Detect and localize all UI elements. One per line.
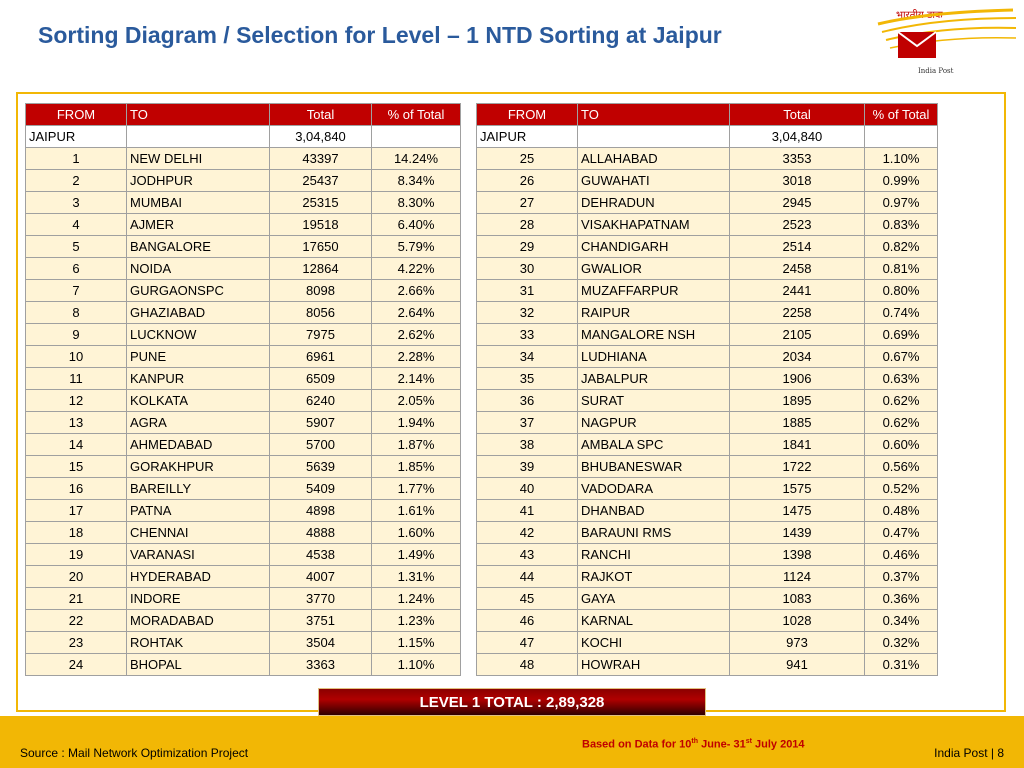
table-row — [26, 280, 461, 302]
cell-from: 3 — [26, 192, 127, 214]
cell-from: 33 — [477, 324, 578, 346]
cell-total: 5409 — [270, 478, 372, 500]
cell-from: 39 — [477, 456, 578, 478]
header-from: FROM — [477, 104, 578, 126]
cell-percent: 0.37% — [865, 566, 938, 588]
cell-percent: 0.80% — [865, 280, 938, 302]
cell-total: 2523 — [730, 214, 865, 236]
cell-total: 1841 — [730, 434, 865, 456]
cell-percent: 0.46% — [865, 544, 938, 566]
cell-to: GAYA — [578, 588, 730, 610]
cell-percent: 2.62% — [372, 324, 461, 346]
cell-total: 1906 — [730, 368, 865, 390]
cell-total: 2441 — [730, 280, 865, 302]
table-row — [26, 588, 461, 610]
cell-total: 5907 — [270, 412, 372, 434]
cell-total: 2458 — [730, 258, 865, 280]
cell-total: 19518 — [270, 214, 372, 236]
header-from: FROM — [26, 104, 127, 126]
cell-to: MORADABAD — [127, 610, 270, 632]
origin-row — [477, 126, 938, 148]
table-row — [477, 566, 938, 588]
origin-total: 3,04,840 — [730, 126, 865, 148]
cell-total: 2105 — [730, 324, 865, 346]
header-to: TO — [127, 104, 270, 126]
cell-to: PUNE — [127, 346, 270, 368]
cell-from: 1 — [26, 148, 127, 170]
cell-total: 4898 — [270, 500, 372, 522]
india-post-logo — [868, 2, 1018, 78]
cell-percent: 0.47% — [865, 522, 938, 544]
table-row — [477, 170, 938, 192]
cell-total: 1439 — [730, 522, 865, 544]
cell-from: 26 — [477, 170, 578, 192]
table-row — [477, 236, 938, 258]
cell-total: 1722 — [730, 456, 865, 478]
routing-table-right — [476, 103, 938, 676]
origin-row — [26, 126, 461, 148]
cell-from: 42 — [477, 522, 578, 544]
table-row — [477, 258, 938, 280]
cell-from: 8 — [26, 302, 127, 324]
cell-percent: 0.74% — [865, 302, 938, 324]
table-row — [26, 412, 461, 434]
table-row — [477, 346, 938, 368]
based-sup-st: st — [745, 738, 752, 745]
cell-total: 1895 — [730, 390, 865, 412]
table-row — [26, 544, 461, 566]
cell-from: 25 — [477, 148, 578, 170]
cell-percent: 0.83% — [865, 214, 938, 236]
cell-percent: 14.24% — [372, 148, 461, 170]
cell-to: BANGALORE — [127, 236, 270, 258]
table-row — [26, 192, 461, 214]
cell-to: MUMBAI — [127, 192, 270, 214]
cell-percent: 1.23% — [372, 610, 461, 632]
cell-from: 35 — [477, 368, 578, 390]
cell-total: 2258 — [730, 302, 865, 324]
cell-from: 15 — [26, 456, 127, 478]
cell-total: 25315 — [270, 192, 372, 214]
table-row — [477, 192, 938, 214]
cell-percent: 2.05% — [372, 390, 461, 412]
cell-percent: 2.66% — [372, 280, 461, 302]
cell-to: DEHRADUN — [578, 192, 730, 214]
cell-from: 44 — [477, 566, 578, 588]
cell-to: ROHTAK — [127, 632, 270, 654]
origin-percent-empty — [372, 126, 461, 148]
cell-percent: 0.81% — [865, 258, 938, 280]
table-row — [477, 632, 938, 654]
cell-to: CHANDIGARH — [578, 236, 730, 258]
origin-percent-empty — [865, 126, 938, 148]
cell-total: 3751 — [270, 610, 372, 632]
table-row — [477, 280, 938, 302]
routing-table-left — [25, 103, 461, 676]
table-row — [477, 654, 938, 676]
cell-from: 31 — [477, 280, 578, 302]
cell-total: 3504 — [270, 632, 372, 654]
cell-to: NEW DELHI — [127, 148, 270, 170]
cell-total: 2945 — [730, 192, 865, 214]
cell-to: BHOPAL — [127, 654, 270, 676]
cell-from: 13 — [26, 412, 127, 434]
cell-from: 6 — [26, 258, 127, 280]
cell-from: 7 — [26, 280, 127, 302]
cell-total: 1885 — [730, 412, 865, 434]
cell-to: JODHPUR — [127, 170, 270, 192]
origin-from: JAIPUR — [26, 126, 127, 148]
table-row — [26, 632, 461, 654]
cell-percent: 1.10% — [865, 148, 938, 170]
cell-from: 19 — [26, 544, 127, 566]
cell-percent: 5.79% — [372, 236, 461, 258]
cell-from: 29 — [477, 236, 578, 258]
cell-to: INDORE — [127, 588, 270, 610]
cell-to: GORAKHPUR — [127, 456, 270, 478]
cell-to: HOWRAH — [578, 654, 730, 676]
cell-from: 23 — [26, 632, 127, 654]
data-period-note — [582, 738, 805, 751]
cell-percent: 1.60% — [372, 522, 461, 544]
cell-total: 5639 — [270, 456, 372, 478]
table-row — [26, 324, 461, 346]
cell-percent: 0.31% — [865, 654, 938, 676]
cell-total: 973 — [730, 632, 865, 654]
cell-from: 24 — [26, 654, 127, 676]
based-prefix: Based on Data for 10 — [582, 738, 692, 751]
cell-from: 37 — [477, 412, 578, 434]
cell-to: KOLKATA — [127, 390, 270, 412]
cell-percent: 0.82% — [865, 236, 938, 258]
cell-percent: 1.31% — [372, 566, 461, 588]
cell-total: 2034 — [730, 346, 865, 368]
cell-total: 1028 — [730, 610, 865, 632]
header-percent: % of Total — [372, 104, 461, 126]
cell-to: AJMER — [127, 214, 270, 236]
header-to: TO — [578, 104, 730, 126]
table-row — [477, 610, 938, 632]
cell-total: 7975 — [270, 324, 372, 346]
table-header-row — [477, 104, 938, 126]
cell-to: BAREILLY — [127, 478, 270, 500]
table-row — [26, 346, 461, 368]
cell-total: 5700 — [270, 434, 372, 456]
table-row — [477, 500, 938, 522]
cell-percent: 2.28% — [372, 346, 461, 368]
table-row — [26, 368, 461, 390]
cell-from: 20 — [26, 566, 127, 588]
cell-total: 12864 — [270, 258, 372, 280]
table-row — [26, 654, 461, 676]
table-row — [477, 302, 938, 324]
based-mid: June- 31 — [698, 738, 746, 751]
table-row — [477, 390, 938, 412]
table-row — [26, 214, 461, 236]
table-row — [26, 610, 461, 632]
cell-percent: 0.69% — [865, 324, 938, 346]
based-suffix: July 2014 — [751, 738, 805, 751]
cell-percent: 0.67% — [865, 346, 938, 368]
cell-total: 1124 — [730, 566, 865, 588]
cell-to: HYDERABAD — [127, 566, 270, 588]
cell-total: 43397 — [270, 148, 372, 170]
cell-to: JABALPUR — [578, 368, 730, 390]
cell-from: 9 — [26, 324, 127, 346]
cell-to: RAJKOT — [578, 566, 730, 588]
table-row — [477, 478, 938, 500]
cell-to: PATNA — [127, 500, 270, 522]
cell-total: 4888 — [270, 522, 372, 544]
header-percent: % of Total — [865, 104, 938, 126]
cell-to: LUCKNOW — [127, 324, 270, 346]
cell-percent: 0.62% — [865, 390, 938, 412]
table-row — [477, 368, 938, 390]
cell-from: 32 — [477, 302, 578, 324]
cell-to: NAGPUR — [578, 412, 730, 434]
cell-percent: 0.52% — [865, 478, 938, 500]
page-number: India Post | 8 — [934, 746, 1004, 760]
cell-from: 21 — [26, 588, 127, 610]
cell-percent: 0.36% — [865, 588, 938, 610]
origin-to-empty — [578, 126, 730, 148]
cell-percent: 0.97% — [865, 192, 938, 214]
cell-percent: 1.15% — [372, 632, 461, 654]
cell-from: 45 — [477, 588, 578, 610]
cell-total: 6240 — [270, 390, 372, 412]
cell-total: 4538 — [270, 544, 372, 566]
cell-from: 48 — [477, 654, 578, 676]
cell-to: GHAZIABAD — [127, 302, 270, 324]
cell-to: LUDHIANA — [578, 346, 730, 368]
cell-from: 27 — [477, 192, 578, 214]
cell-total: 25437 — [270, 170, 372, 192]
cell-percent: 0.48% — [865, 500, 938, 522]
cell-to: ALLAHABAD — [578, 148, 730, 170]
cell-to: VADODARA — [578, 478, 730, 500]
cell-total: 1575 — [730, 478, 865, 500]
table-row — [477, 412, 938, 434]
cell-to: BHUBANESWAR — [578, 456, 730, 478]
cell-to: SURAT — [578, 390, 730, 412]
table-row — [26, 236, 461, 258]
cell-total: 1475 — [730, 500, 865, 522]
cell-from: 41 — [477, 500, 578, 522]
cell-from: 4 — [26, 214, 127, 236]
table-row — [26, 390, 461, 412]
table-row — [26, 434, 461, 456]
table-row — [26, 500, 461, 522]
cell-percent: 0.60% — [865, 434, 938, 456]
cell-to: RANCHI — [578, 544, 730, 566]
cell-from: 18 — [26, 522, 127, 544]
cell-to: KANPUR — [127, 368, 270, 390]
cell-total: 6509 — [270, 368, 372, 390]
table-row — [26, 566, 461, 588]
cell-percent: 1.94% — [372, 412, 461, 434]
table-row — [477, 588, 938, 610]
cell-total: 1083 — [730, 588, 865, 610]
cell-to: CHENNAI — [127, 522, 270, 544]
origin-total: 3,04,840 — [270, 126, 372, 148]
cell-to: VARANASI — [127, 544, 270, 566]
based-sup-th: th — [691, 738, 699, 745]
table-row — [26, 478, 461, 500]
header-total: Total — [730, 104, 865, 126]
cell-from: 36 — [477, 390, 578, 412]
cell-to: KOCHI — [578, 632, 730, 654]
cell-total: 3018 — [730, 170, 865, 192]
table-row — [26, 522, 461, 544]
table-row — [477, 324, 938, 346]
table-row — [477, 522, 938, 544]
cell-from: 38 — [477, 434, 578, 456]
cell-from: 10 — [26, 346, 127, 368]
cell-percent: 8.30% — [372, 192, 461, 214]
level-total-banner: LEVEL 1 TOTAL : 2,89,328 — [318, 688, 706, 716]
cell-percent: 2.14% — [372, 368, 461, 390]
cell-to: AGRA — [127, 412, 270, 434]
cell-percent: 0.62% — [865, 412, 938, 434]
cell-percent: 0.34% — [865, 610, 938, 632]
cell-percent: 0.32% — [865, 632, 938, 654]
source-text: Source : Mail Network Optimization Project — [20, 746, 249, 760]
cell-total: 2514 — [730, 236, 865, 258]
cell-from: 22 — [26, 610, 127, 632]
cell-from: 47 — [477, 632, 578, 654]
table-row — [477, 148, 938, 170]
cell-percent: 1.85% — [372, 456, 461, 478]
cell-percent: 0.56% — [865, 456, 938, 478]
cell-from: 12 — [26, 390, 127, 412]
cell-to: GUWAHATI — [578, 170, 730, 192]
cell-from: 40 — [477, 478, 578, 500]
header-total: Total — [270, 104, 372, 126]
table-row — [26, 170, 461, 192]
cell-percent: 0.99% — [865, 170, 938, 192]
cell-to: MANGALORE NSH — [578, 324, 730, 346]
table-row — [477, 214, 938, 236]
page-title: Sorting Diagram / Selection for Level – 1 NTD Sorting at Jaipur — [38, 22, 722, 48]
cell-from: 30 — [477, 258, 578, 280]
cell-total: 1398 — [730, 544, 865, 566]
cell-total: 3353 — [730, 148, 865, 170]
cell-to: BARAUNI RMS — [578, 522, 730, 544]
cell-from: 34 — [477, 346, 578, 368]
cell-from: 11 — [26, 368, 127, 390]
cell-total: 3770 — [270, 588, 372, 610]
cell-from: 28 — [477, 214, 578, 236]
cell-percent: 0.63% — [865, 368, 938, 390]
cell-to: GURGAONSPC — [127, 280, 270, 302]
origin-from: JAIPUR — [477, 126, 578, 148]
cell-percent: 1.24% — [372, 588, 461, 610]
cell-total: 6961 — [270, 346, 372, 368]
cell-percent: 1.61% — [372, 500, 461, 522]
table-row — [26, 302, 461, 324]
cell-percent: 4.22% — [372, 258, 461, 280]
cell-total: 8056 — [270, 302, 372, 324]
cell-to: GWALIOR — [578, 258, 730, 280]
table-row — [477, 434, 938, 456]
table-header-row — [26, 104, 461, 126]
cell-percent: 1.87% — [372, 434, 461, 456]
cell-from: 43 — [477, 544, 578, 566]
table-row — [26, 456, 461, 478]
cell-percent: 1.77% — [372, 478, 461, 500]
cell-from: 14 — [26, 434, 127, 456]
cell-from: 17 — [26, 500, 127, 522]
cell-to: RAIPUR — [578, 302, 730, 324]
table-row — [26, 148, 461, 170]
table-row — [26, 258, 461, 280]
cell-total: 8098 — [270, 280, 372, 302]
cell-total: 3363 — [270, 654, 372, 676]
cell-percent: 8.34% — [372, 170, 461, 192]
cell-from: 5 — [26, 236, 127, 258]
cell-percent: 6.40% — [372, 214, 461, 236]
table-row — [477, 456, 938, 478]
cell-percent: 2.64% — [372, 302, 461, 324]
cell-percent: 1.10% — [372, 654, 461, 676]
footer-bar — [0, 716, 1024, 768]
cell-total: 4007 — [270, 566, 372, 588]
cell-to: AHMEDABAD — [127, 434, 270, 456]
cell-to: NOIDA — [127, 258, 270, 280]
cell-from: 46 — [477, 610, 578, 632]
logo-hindi-text: भारतीय डाक — [896, 10, 943, 21]
cell-from: 2 — [26, 170, 127, 192]
cell-to: MUZAFFARPUR — [578, 280, 730, 302]
cell-to: KARNAL — [578, 610, 730, 632]
table-row — [477, 544, 938, 566]
cell-to: DHANBAD — [578, 500, 730, 522]
cell-to: VISAKHAPATNAM — [578, 214, 730, 236]
cell-total: 941 — [730, 654, 865, 676]
cell-from: 16 — [26, 478, 127, 500]
cell-to: AMBALA SPC — [578, 434, 730, 456]
cell-percent: 1.49% — [372, 544, 461, 566]
cell-total: 17650 — [270, 236, 372, 258]
logo-english-text: India Post — [918, 67, 954, 75]
origin-to-empty — [127, 126, 270, 148]
